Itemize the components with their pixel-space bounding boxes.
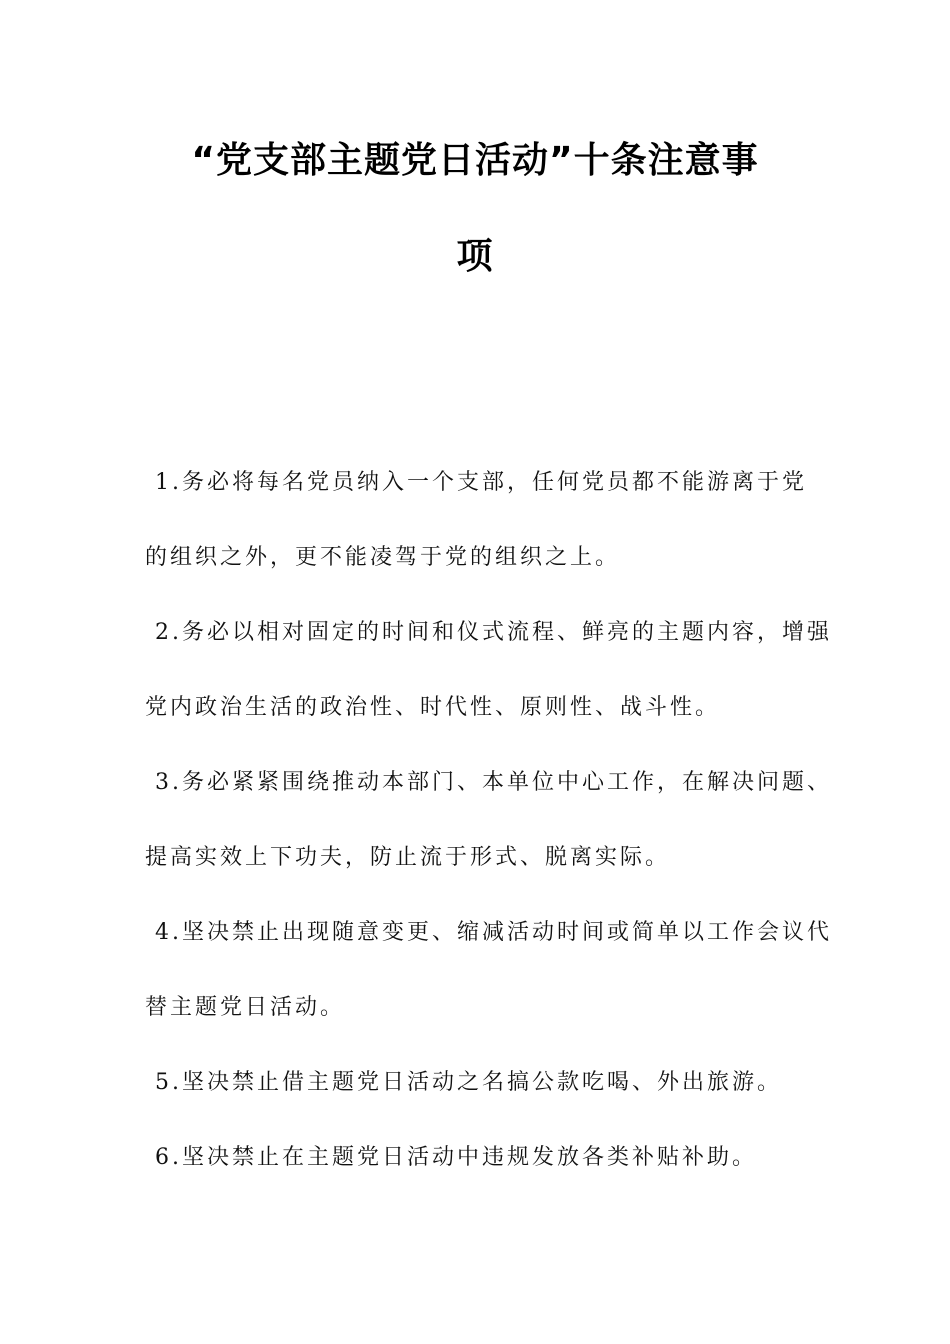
- item-4-line-1: 4.坚决禁止出现随意变更、缩减活动时间或简单以工作会议代: [155, 920, 832, 945]
- item-1-line-1: 1.务必将每名党员纳入一个支部，任何党员都不能游离于党: [155, 470, 807, 495]
- item-5-line-1: 5.坚决禁止借主题党日活动之名搞公款吃喝、外出旅游。: [155, 1070, 782, 1095]
- item-1-line-2: 的组织之外，更不能凌驾于党的组织之上。: [145, 545, 621, 570]
- item-2-line-2: 党内政治生活的政治性、时代性、原则性、战斗性。: [145, 695, 721, 720]
- document-title-line-1: “党支部主题党日活动”十条注意事: [191, 140, 759, 181]
- item-4-line-2: 替主题党日活动。: [145, 995, 346, 1020]
- item-6-line-1: 6.坚决禁止在主题党日活动中违规发放各类补贴补助。: [155, 1145, 757, 1170]
- item-2-line-1: 2.务必以相对固定的时间和仪式流程、鲜亮的主题内容，增强: [155, 620, 832, 645]
- item-3-line-2: 提高实效上下功夫，防止流于形式、脱离实际。: [145, 845, 671, 870]
- item-3-line-1: 3.务必紧紧围绕推动本部门、本单位中心工作，在解决问题、: [155, 770, 832, 795]
- document-title-line-2: 项: [456, 236, 494, 277]
